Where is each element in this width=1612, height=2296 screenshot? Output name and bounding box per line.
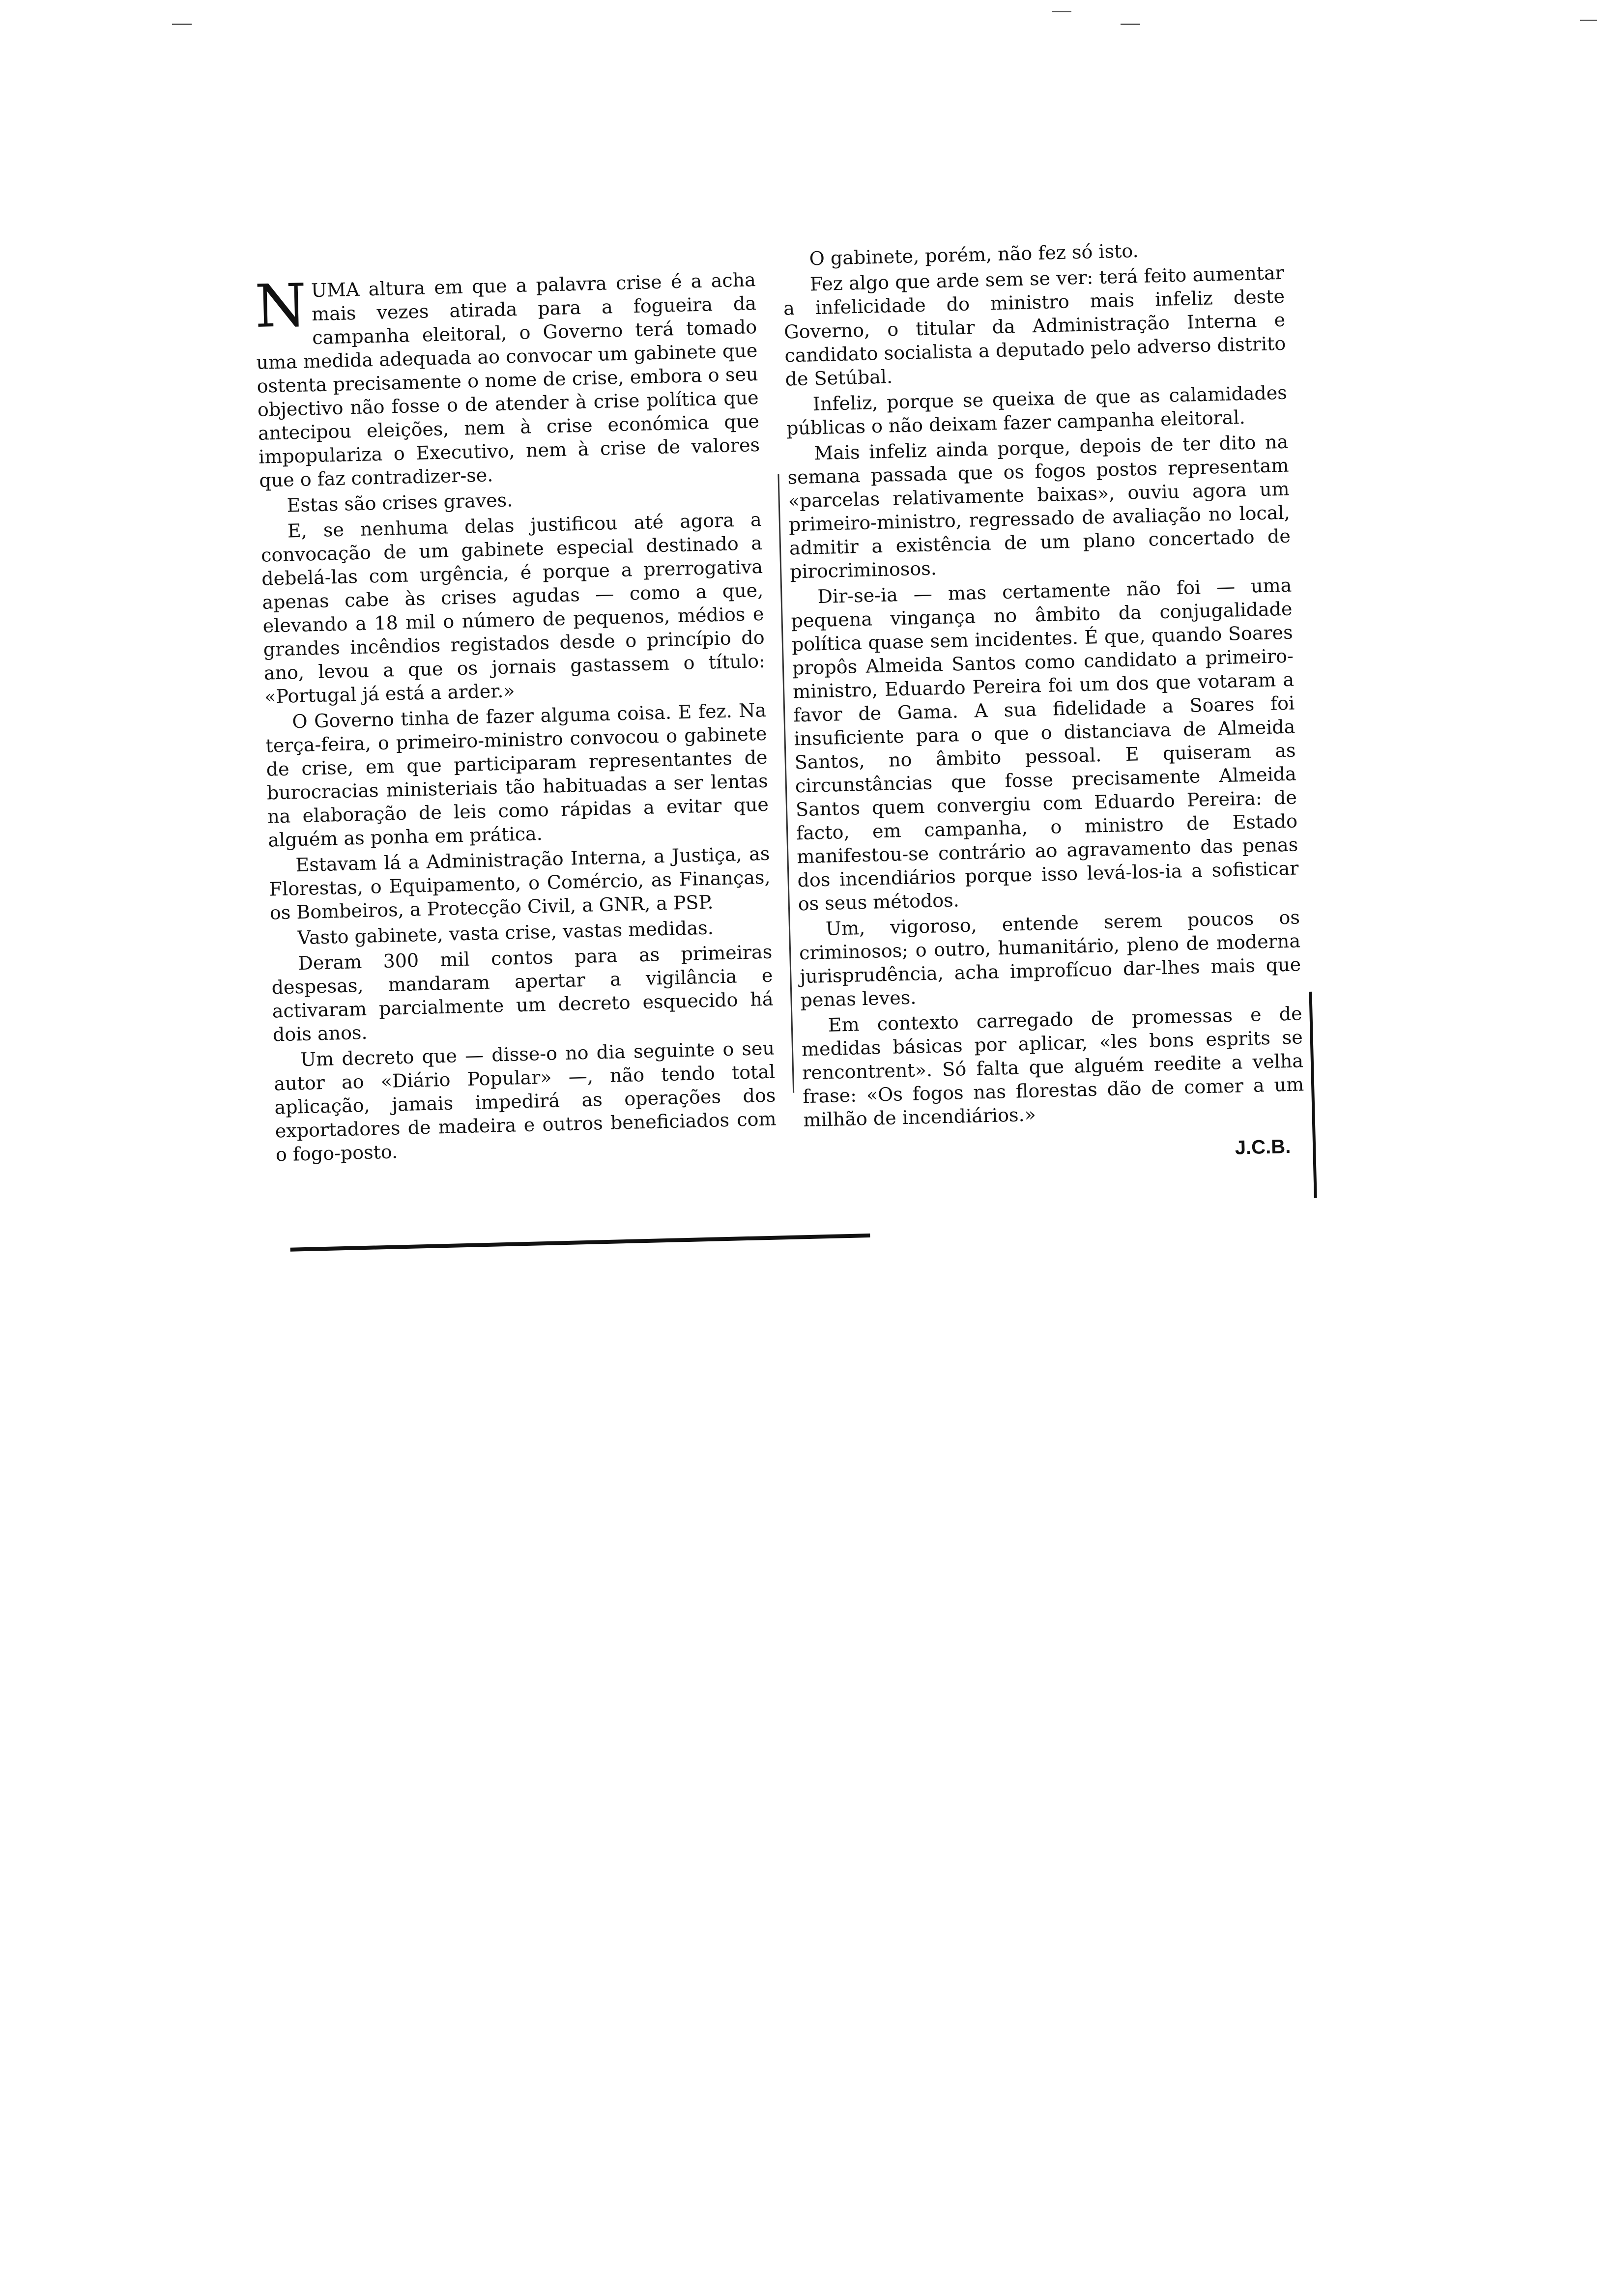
article-paragraph: O Governo tinha de fazer alguma coisa. E fez. Na terça-feira, o primeiro-ministro convocou o gabinete de crise, em que participaram representantes de burocracias ministeriais tão habituadas a ser lentas na elaboração de leis como rápidas a evitar que alguém as ponha em prática. [265, 699, 769, 851]
scan-artifact [172, 24, 192, 25]
article-paragraph: Infeliz, porque se queixa de que as calamidades públicas o não deixam fazer campanha eleitoral. [786, 381, 1288, 439]
article-paragraph: Estas são crises graves. [287, 489, 513, 517]
article-paragraph: O gabinete, porém, não fez só isto. [809, 240, 1139, 270]
scan-artifact [1052, 11, 1071, 12]
author-signature: J.C.B. [1235, 1135, 1291, 1159]
scan-artifact [1121, 24, 1140, 25]
article-column-left [254, 268, 777, 1168]
clipping-bottom-rule [290, 1234, 870, 1252]
article-paragraph: NUMA altura em que a palavra crise é a acha mais vezes atirada para a fogueira da campanha eleitoral, o Governo terá tomado uma medida adequada ao convocar um gabinete que ostenta precisamente o nome de crise, embora o seu objectivo não fosse o de atender à crise política que antecipou eleições, nem à crise económica que impopulariza o Executivo, nem à crise de valores que o faz contradizer-se. [254, 269, 760, 491]
scan-artifact [1580, 20, 1597, 21]
drop-cap: N [254, 271, 308, 341]
article-paragraph: Um, vigoroso, entende serem poucos os criminosos; o outro, humanitário, pleno de moderna jurisprudência, acha improfícuo dar-lhes mais que penas leves. [799, 906, 1301, 1011]
article-paragraph: Fez algo que arde sem se ver: terá feito aumentar a infelicidade do ministro mais infeliz deste Governo, o titular da Administração Interna e candidato socialista a deputado pelo adverso distrito de Setúbal. [783, 261, 1286, 390]
article-paragraph: Vasto gabinete, vasta crise, vastas medidas. [297, 917, 714, 949]
article-paragraph: Estavam lá a Administração Interna, a Justiça, as Florestas, o Equipamento, o Comércio, as Finanças, os Bombeiros, a Protecção Civil, a GNR, a PSP. [269, 842, 771, 924]
article-paragraph: Em contexto carregado de promessas e de medidas básicas por aplicar, «les bons esprits se rencontrent». Só falta que alguém reedite a velha frase: «Os fogos nas florestas dão de comer a um milhão de incendiários.» [801, 1003, 1304, 1131]
article-paragraph: Dir-se-ia — mas certamente não foi — uma pequena vingança no âmbito da conjugalidade política quase sem incidentes. É que, quando Soares propôs Almeida Santos como candidato a primeiro-ministro, Eduardo Pereira foi um dos que votaram a favor de Gama. A sua fidelidade a Soares foi insuficiente para o que o distanciava de Almeida Santos, no âmbito pessoal. E quiseram as circunstâncias que fosse precisamente Almeida Santos quem convergiu com Eduardo Pereira: de facto, em campanha, o ministro de Estado manifestou-se contrário ao agravamento das penas dos incendiários porque isso levá-los-ia a sofisticar os seus métodos. [791, 574, 1299, 915]
newspaper-clipping [253, 205, 1335, 1277]
article-paragraph: Deram 300 mil contos para as primeiras despesas, mandaram apertar a vigilância e activaram parcialmente um decreto esquecido há dois anos. [271, 941, 774, 1046]
article-paragraph: Mais infeliz ainda porque, depois de ter dito na semana passada que os fogos postos representam «parcelas relativamente baixas», ouviu agora um primeiro-ministro, regressado de avaliação no local, admitir a existência de um plano concertado de pirocriminosos. [787, 430, 1291, 583]
article-paragraph: E, se nenhuma delas justificou até agora a convocação de um gabinete especial destinado a debelá-las com urgência, é porque a prerrogativa apenas cabe às crises agudas — como a que, elevando a 18 mil o número de pequenos, médios e grandes incêndios registados desde o princípio do ano, levou a que os jornais gastassem o título: «Portugal já está a arder.» [260, 508, 766, 708]
article-paragraph: Um decreto que — disse-o no dia seguinte o seu autor ao «Diário Popular» —, não tendo total aplicação, jamais impedirá as operações dos exportadores de madeira e outros beneficiados com o fogo-posto. [273, 1037, 777, 1166]
article-column-right [782, 235, 1306, 1170]
clipping-right-edge [1309, 992, 1317, 1198]
